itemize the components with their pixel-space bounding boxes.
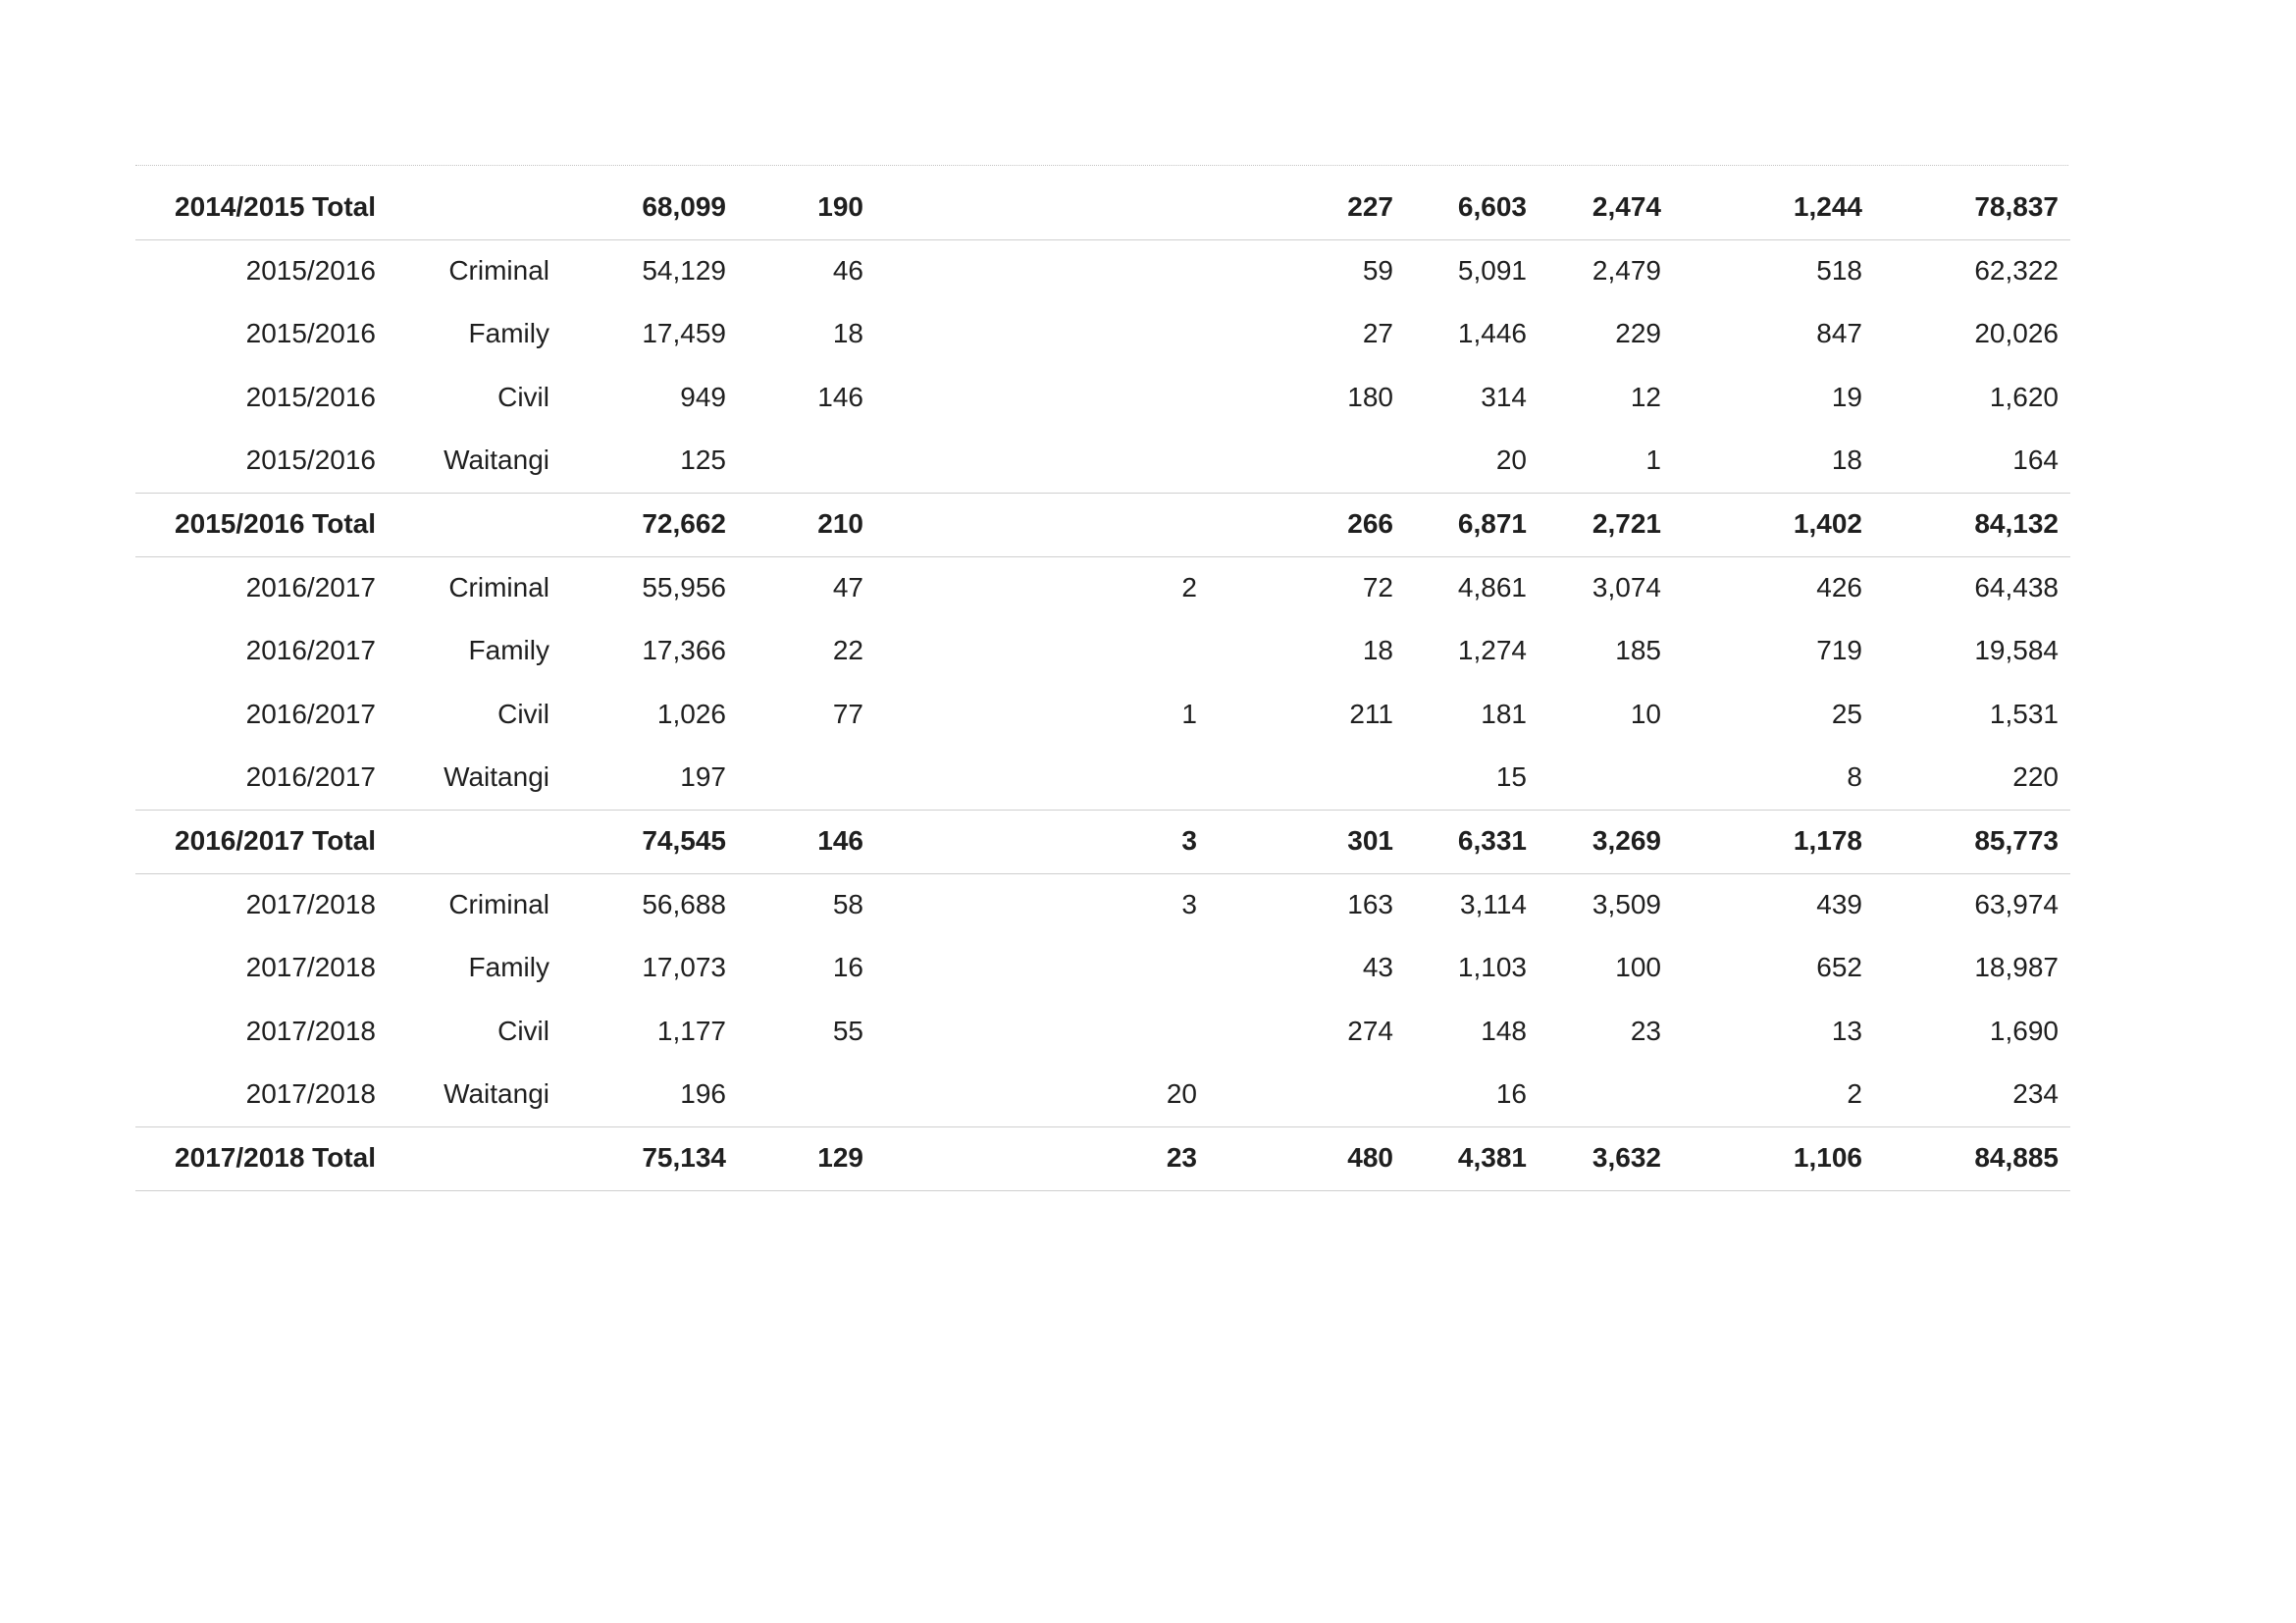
value-cell-6: 10	[1630, 698, 1661, 729]
value-cell-5: 1,274	[1457, 635, 1527, 666]
value-cell-4: 301	[1347, 824, 1393, 856]
value-cell-1: 949	[680, 381, 726, 412]
value-cell-4: 266	[1347, 507, 1393, 539]
value-cell-1: 72,662	[642, 507, 726, 539]
table-total-row	[135, 494, 2070, 557]
row-total-cell: 63,974	[1974, 888, 2059, 919]
value-cell-2: 129	[817, 1141, 863, 1173]
value-cell-2: 16	[832, 952, 863, 983]
row-total-cell: 1,531	[1989, 698, 2059, 729]
row-total-cell: 164	[2012, 445, 2059, 476]
value-cell-1: 1,026	[656, 698, 726, 729]
row-total-cell: 234	[2012, 1078, 2059, 1110]
value-cell-6: 23	[1630, 1015, 1661, 1046]
value-cell-4: 480	[1347, 1141, 1393, 1173]
value-cell-6: 229	[1615, 318, 1661, 349]
row-total-cell: 1,690	[1989, 1015, 2059, 1046]
value-cell-6: 2,479	[1592, 254, 1661, 286]
court-type-cell: Criminal	[448, 254, 549, 286]
table-row	[135, 747, 2070, 811]
court-type-cell: Criminal	[448, 888, 549, 919]
value-cell-7: 847	[1816, 318, 1862, 349]
value-cell-4: 211	[1349, 698, 1393, 729]
row-total-cell: 62,322	[1974, 254, 2059, 286]
table-total-row	[135, 811, 2070, 874]
court-type-cell: Civil	[497, 381, 549, 412]
table-total-row	[135, 1127, 2070, 1191]
table-row	[135, 557, 2070, 621]
table-row	[135, 367, 2070, 431]
year-cell: 2015/2016	[245, 318, 376, 349]
year-cell: 2016/2017	[245, 571, 376, 602]
value-cell-1: 75,134	[642, 1141, 726, 1173]
value-cell-7: 439	[1816, 888, 1862, 919]
value-cell-2: 77	[832, 698, 863, 729]
court-type-cell: Family	[468, 318, 549, 349]
value-cell-1: 74,545	[642, 824, 726, 856]
row-total-cell: 85,773	[1974, 824, 2059, 856]
value-cell-7: 652	[1816, 952, 1862, 983]
court-type-cell: Civil	[497, 698, 549, 729]
value-cell-1: 54,129	[642, 254, 726, 286]
value-cell-6: 100	[1615, 952, 1661, 983]
table-row	[135, 620, 2070, 684]
value-cell-5: 1,103	[1457, 952, 1527, 983]
value-cell-5: 148	[1481, 1015, 1527, 1046]
value-cell-6: 1	[1645, 445, 1661, 476]
value-cell-7: 1,244	[1793, 191, 1862, 222]
value-cell-2: 47	[832, 571, 863, 602]
table-row	[135, 874, 2070, 938]
value-cell-7: 1,106	[1793, 1141, 1862, 1173]
value-cell-7: 1,178	[1793, 824, 1862, 856]
row-total-cell: 64,438	[1974, 571, 2059, 602]
value-cell-7: 1,402	[1793, 507, 1862, 539]
table-row	[135, 937, 2070, 1001]
row-total-cell: 220	[2012, 761, 2059, 793]
table-body	[135, 177, 2070, 1191]
value-cell-5: 4,861	[1457, 571, 1527, 602]
value-cell-3: 2	[1181, 571, 1197, 602]
value-cell-3: 3	[1181, 888, 1197, 919]
value-cell-3: 23	[1166, 1141, 1197, 1173]
value-cell-4: 72	[1362, 571, 1393, 602]
value-cell-6: 185	[1615, 635, 1661, 666]
value-cell-1: 17,459	[642, 318, 726, 349]
table-total-row	[135, 177, 2070, 240]
value-cell-2: 55	[832, 1015, 863, 1046]
table-top-rule	[135, 165, 2068, 166]
value-cell-2: 146	[817, 381, 863, 412]
year-cell: 2015/2016	[245, 445, 376, 476]
year-cell: 2016/2017	[245, 761, 376, 793]
year-cell: 2017/2018 Total	[175, 1141, 376, 1173]
value-cell-1: 196	[680, 1078, 726, 1110]
row-total-cell: 18,987	[1974, 952, 2059, 983]
year-cell: 2016/2017	[245, 635, 376, 666]
value-cell-5: 4,381	[1457, 1141, 1527, 1173]
value-cell-4: 227	[1347, 191, 1393, 222]
year-cell: 2015/2016	[245, 254, 376, 286]
value-cell-5: 6,603	[1457, 191, 1527, 222]
year-cell: 2017/2018	[245, 952, 376, 983]
value-cell-2: 58	[832, 888, 863, 919]
value-cell-4: 59	[1362, 254, 1393, 286]
table-row	[135, 684, 2070, 748]
value-cell-7: 2	[1847, 1078, 1862, 1110]
value-cell-5: 20	[1495, 445, 1527, 476]
table-row	[135, 1064, 2070, 1127]
value-cell-5: 1,446	[1457, 318, 1527, 349]
value-cell-1: 56,688	[642, 888, 726, 919]
value-cell-5: 6,331	[1457, 824, 1527, 856]
court-type-cell: Criminal	[448, 571, 549, 602]
value-cell-1: 55,956	[642, 571, 726, 602]
row-total-cell: 19,584	[1974, 635, 2059, 666]
value-cell-5: 6,871	[1457, 507, 1527, 539]
value-cell-4: 163	[1347, 888, 1393, 919]
value-cell-2: 190	[817, 191, 863, 222]
value-cell-4: 43	[1362, 952, 1393, 983]
value-cell-4: 274	[1347, 1015, 1393, 1046]
value-cell-5: 181	[1481, 698, 1527, 729]
value-cell-4: 18	[1362, 635, 1393, 666]
value-cell-4: 180	[1347, 381, 1393, 412]
value-cell-2: 210	[817, 507, 863, 539]
value-cell-5: 314	[1481, 381, 1527, 412]
value-cell-7: 19	[1831, 381, 1862, 412]
value-cell-7: 719	[1816, 635, 1862, 666]
value-cell-2: 22	[832, 635, 863, 666]
value-cell-3: 1	[1181, 698, 1197, 729]
court-type-cell: Civil	[497, 1015, 549, 1046]
value-cell-5: 15	[1495, 761, 1527, 793]
year-cell: 2015/2016 Total	[175, 507, 376, 539]
row-total-cell: 84,132	[1974, 507, 2059, 539]
value-cell-2: 18	[832, 318, 863, 349]
value-cell-7: 518	[1816, 254, 1862, 286]
table-row	[135, 303, 2070, 367]
value-cell-3: 20	[1166, 1078, 1197, 1110]
year-cell: 2017/2018	[245, 1015, 376, 1046]
value-cell-1: 17,366	[642, 635, 726, 666]
table-row	[135, 240, 2070, 304]
value-cell-6: 2,721	[1592, 507, 1661, 539]
row-total-cell: 20,026	[1974, 318, 2059, 349]
court-type-cell: Family	[468, 952, 549, 983]
value-cell-6: 3,074	[1592, 571, 1661, 602]
value-cell-7: 426	[1816, 571, 1862, 602]
value-cell-2: 146	[817, 824, 863, 856]
year-cell: 2015/2016	[245, 381, 376, 412]
year-cell: 2017/2018	[245, 1078, 376, 1110]
value-cell-1: 125	[680, 445, 726, 476]
value-cell-7: 8	[1847, 761, 1862, 793]
value-cell-5: 5,091	[1457, 254, 1527, 286]
row-total-cell: 78,837	[1974, 191, 2059, 222]
court-type-cell: Waitangi	[444, 761, 549, 793]
value-cell-1: 17,073	[642, 952, 726, 983]
value-cell-6: 2,474	[1592, 191, 1661, 222]
year-cell: 2014/2015 Total	[175, 191, 376, 222]
court-type-cell: Waitangi	[444, 445, 549, 476]
value-cell-7: 25	[1831, 698, 1862, 729]
value-cell-6: 3,269	[1592, 824, 1661, 856]
value-cell-4: 27	[1362, 318, 1393, 349]
court-type-cell: Family	[468, 635, 549, 666]
row-total-cell: 1,620	[1989, 381, 2059, 412]
value-cell-7: 13	[1831, 1015, 1862, 1046]
value-cell-3: 3	[1181, 824, 1197, 856]
year-cell: 2016/2017 Total	[175, 824, 376, 856]
value-cell-2: 46	[832, 254, 863, 286]
value-cell-6: 3,632	[1592, 1141, 1661, 1173]
value-cell-6: 12	[1630, 381, 1661, 412]
year-cell: 2017/2018	[245, 888, 376, 919]
value-cell-1: 197	[680, 761, 726, 793]
table-row	[135, 1001, 2070, 1065]
year-cell: 2016/2017	[245, 698, 376, 729]
value-cell-1: 1,177	[656, 1015, 726, 1046]
value-cell-5: 3,114	[1460, 888, 1527, 919]
value-cell-6: 3,509	[1592, 888, 1661, 919]
value-cell-5: 16	[1495, 1078, 1527, 1110]
court-type-cell: Waitangi	[444, 1078, 549, 1110]
value-cell-1: 68,099	[642, 191, 726, 222]
value-cell-7: 18	[1831, 445, 1862, 476]
table-row	[135, 430, 2070, 494]
row-total-cell: 84,885	[1974, 1141, 2059, 1173]
